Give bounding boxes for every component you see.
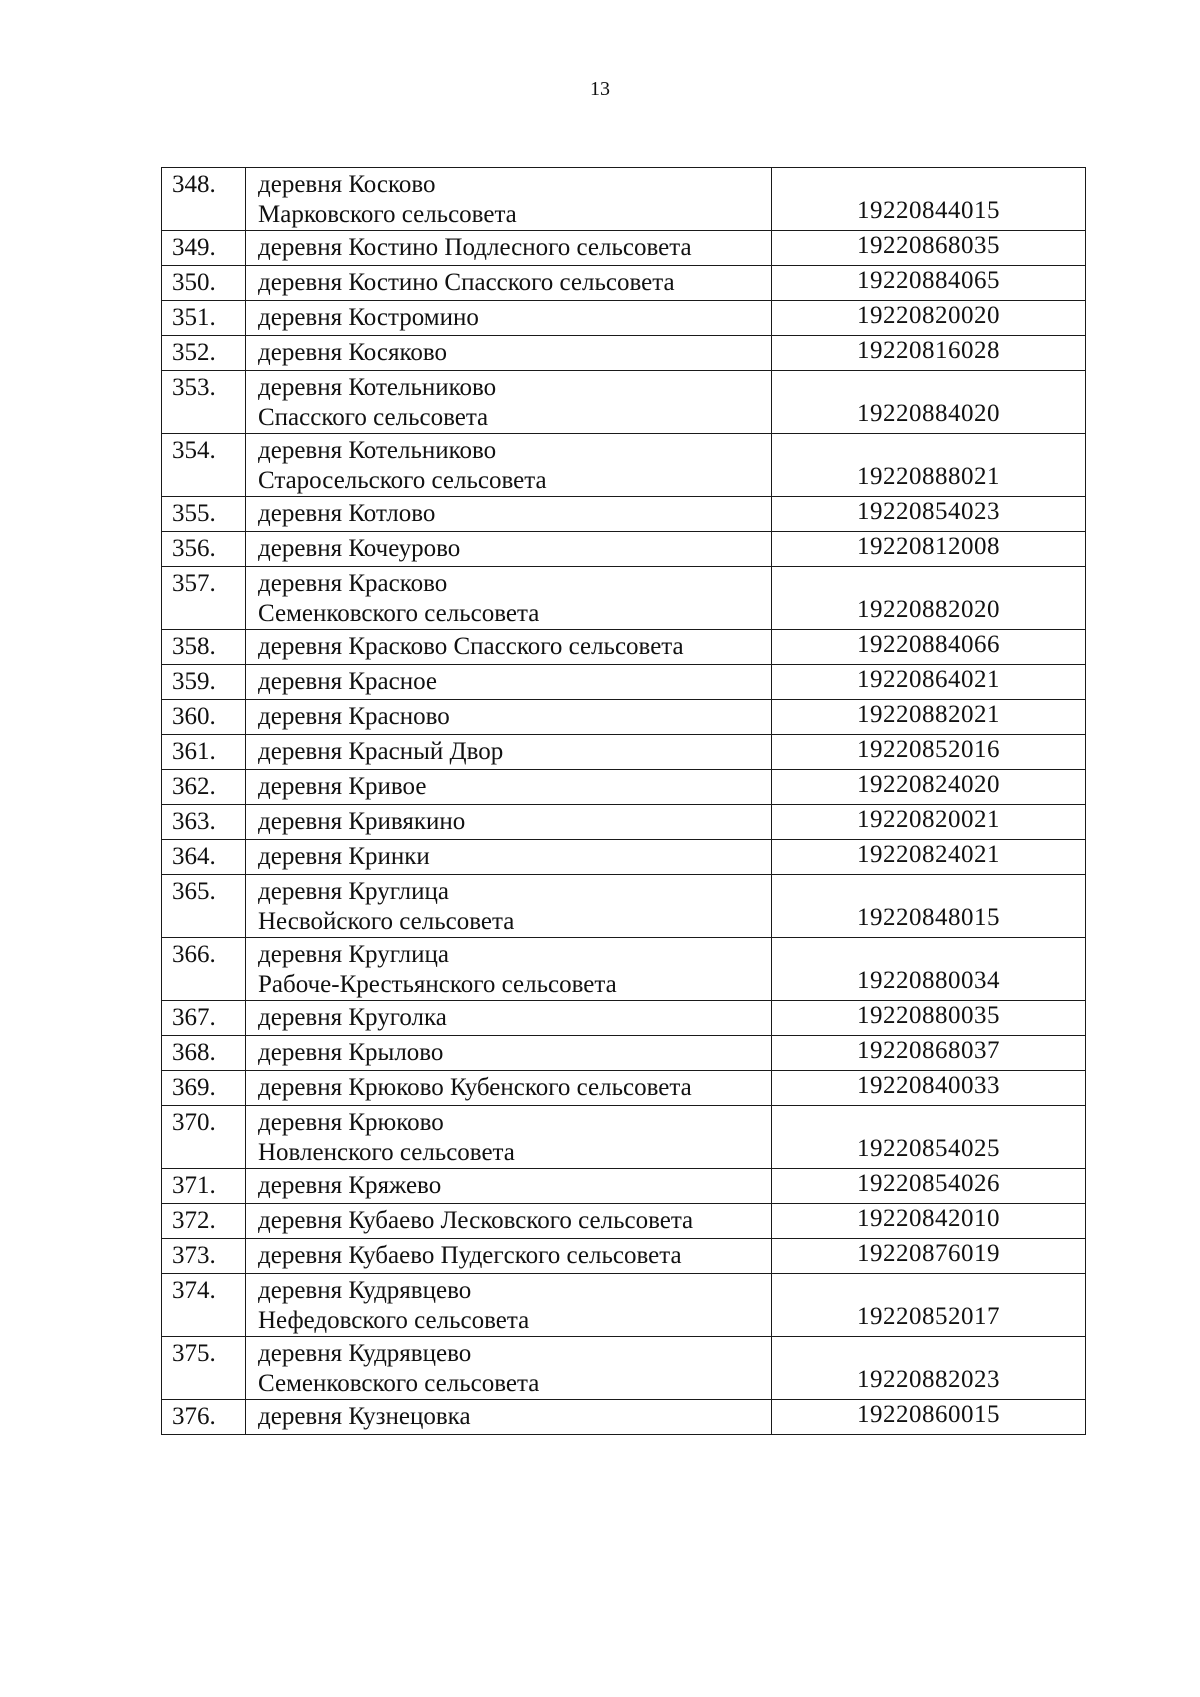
settlement-name-line: деревня Кривое: [258, 773, 427, 800]
row-number: 363.: [162, 805, 246, 840]
settlement-name-line: деревня Кубаево Пудегского сельсовета: [258, 1242, 682, 1269]
settlement-name: [246, 700, 772, 735]
table-row: [162, 1274, 1086, 1337]
settlement-table-body: [162, 168, 1086, 1435]
oktmo-code: 19220868037: [772, 1036, 1086, 1071]
oktmo-code: 19220888021: [772, 434, 1086, 497]
settlement-name: [246, 938, 772, 1001]
table-row: [162, 301, 1086, 336]
row-number: 361.: [162, 735, 246, 770]
row-number: 368.: [162, 1036, 246, 1071]
table-row: [162, 1400, 1086, 1435]
oktmo-code: 19220882023: [772, 1337, 1086, 1400]
settlement-name-line: деревня Косково: [258, 171, 436, 198]
settlement-name: [246, 532, 772, 567]
oktmo-code: 19220848015: [772, 875, 1086, 938]
oktmo-code: 19220852017: [772, 1274, 1086, 1337]
settlement-name-line: Спасского сельсовета: [258, 404, 489, 431]
settlement-name-line: деревня Круголка: [258, 1004, 447, 1031]
settlement-name-line: Новленского сельсовета: [258, 1139, 515, 1166]
table-row: [162, 735, 1086, 770]
table-row: [162, 1204, 1086, 1239]
oktmo-code: 19220854023: [772, 497, 1086, 532]
settlement-name-line: Семенковского сельсовета: [258, 1370, 540, 1397]
table-row: [162, 840, 1086, 875]
settlement-name-line: деревня Костино Спасского сельсовета: [258, 269, 675, 296]
settlement-name: [246, 875, 772, 938]
row-number: 359.: [162, 665, 246, 700]
table-row: [162, 875, 1086, 938]
settlement-name: [246, 1204, 772, 1239]
settlement-name: [246, 301, 772, 336]
oktmo-code: 19220842010: [772, 1204, 1086, 1239]
table-row: [162, 336, 1086, 371]
table-row: [162, 434, 1086, 497]
settlement-name-line: деревня Кринки: [258, 843, 430, 870]
oktmo-code: 19220820020: [772, 301, 1086, 336]
settlement-name-line: деревня Красково: [258, 570, 448, 597]
oktmo-code: 19220820021: [772, 805, 1086, 840]
table-row: [162, 371, 1086, 434]
oktmo-code: 19220884066: [772, 630, 1086, 665]
settlement-name-line: Семенковского сельсовета: [258, 600, 540, 627]
table-row: [162, 1337, 1086, 1400]
settlement-name: [246, 840, 772, 875]
table-row: [162, 630, 1086, 665]
settlement-name: [246, 266, 772, 301]
settlement-name: [246, 1071, 772, 1106]
row-number: 376.: [162, 1400, 246, 1435]
row-number: 358.: [162, 630, 246, 665]
settlement-name: [246, 1106, 772, 1169]
row-number: 351.: [162, 301, 246, 336]
settlement-table: [161, 167, 1086, 1435]
settlement-name-line: деревня Красново: [258, 703, 450, 730]
settlement-name-line: деревня Крылово: [258, 1039, 444, 1066]
settlement-name-line: Марковского сельсовета: [258, 201, 517, 228]
row-number: 350.: [162, 266, 246, 301]
settlement-name-line: деревня Круглица: [258, 941, 450, 968]
settlement-name-line: деревня Круглица: [258, 878, 450, 905]
oktmo-code: 19220816028: [772, 336, 1086, 371]
table-row: [162, 938, 1086, 1001]
settlement-name-line: деревня Косяково: [258, 339, 448, 366]
table-row: [162, 266, 1086, 301]
row-number: 364.: [162, 840, 246, 875]
settlement-name-line: Несвойского сельсовета: [258, 908, 515, 935]
settlement-name-line: деревня Красково Спасского сельсовета: [258, 633, 684, 660]
oktmo-code: 19220854026: [772, 1169, 1086, 1204]
settlement-name: [246, 231, 772, 266]
settlement-name: [246, 567, 772, 630]
oktmo-code: 19220882020: [772, 567, 1086, 630]
table-row: [162, 1001, 1086, 1036]
settlement-name-line: деревня Кудрявцево: [258, 1340, 472, 1367]
table-row: [162, 700, 1086, 735]
oktmo-code: 19220840033: [772, 1071, 1086, 1106]
settlement-name: [246, 1239, 772, 1274]
settlement-name: [246, 1169, 772, 1204]
row-number: 365.: [162, 875, 246, 938]
table-row: [162, 1106, 1086, 1169]
settlement-name-line: деревня Кочеурово: [258, 535, 461, 562]
table-row: [162, 497, 1086, 532]
row-number: 367.: [162, 1001, 246, 1036]
row-number: 372.: [162, 1204, 246, 1239]
oktmo-code: 19220854025: [772, 1106, 1086, 1169]
table-row: [162, 665, 1086, 700]
settlement-name-line: Нефедовского сельсовета: [258, 1307, 530, 1334]
oktmo-code: 19220880035: [772, 1001, 1086, 1036]
row-number: 371.: [162, 1169, 246, 1204]
settlement-name-line: Старосельского сельсовета: [258, 467, 547, 494]
row-number: 369.: [162, 1071, 246, 1106]
table-row: [162, 231, 1086, 266]
row-number: 357.: [162, 567, 246, 630]
row-number: 373.: [162, 1239, 246, 1274]
settlement-name: [246, 770, 772, 805]
row-number: 356.: [162, 532, 246, 567]
settlement-name: [246, 497, 772, 532]
settlement-name: [246, 805, 772, 840]
table-row: [162, 1036, 1086, 1071]
row-number: 366.: [162, 938, 246, 1001]
settlement-name-line: деревня Крюково Кубенского сельсовета: [258, 1074, 692, 1101]
settlement-name-line: деревня Кривякино: [258, 808, 466, 835]
row-number: 354.: [162, 434, 246, 497]
settlement-name: [246, 1036, 772, 1071]
table-row: [162, 805, 1086, 840]
oktmo-code: 19220884020: [772, 371, 1086, 434]
settlement-name-line: деревня Кудрявцево: [258, 1277, 472, 1304]
settlement-name: [246, 168, 772, 231]
settlement-name-line: деревня Крюково: [258, 1109, 444, 1136]
settlement-name-line: деревня Котельниково: [258, 437, 497, 464]
settlement-name-line: деревня Котельниково: [258, 374, 497, 401]
row-number: 353.: [162, 371, 246, 434]
oktmo-code: 19220882021: [772, 700, 1086, 735]
oktmo-code: 19220824020: [772, 770, 1086, 805]
table-row: [162, 1239, 1086, 1274]
row-number: 360.: [162, 700, 246, 735]
settlement-name: [246, 371, 772, 434]
settlement-name: [246, 336, 772, 371]
settlement-name: [246, 1001, 772, 1036]
row-number: 374.: [162, 1274, 246, 1337]
settlement-name: [246, 434, 772, 497]
settlement-name: [246, 630, 772, 665]
settlement-name-line: деревня Кряжево: [258, 1172, 442, 1199]
table-row: [162, 770, 1086, 805]
settlement-name-line: деревня Котлово: [258, 500, 436, 527]
settlement-name: [246, 735, 772, 770]
oktmo-code: 19220876019: [772, 1239, 1086, 1274]
row-number: 370.: [162, 1106, 246, 1169]
table-row: [162, 1169, 1086, 1204]
table-row: [162, 168, 1086, 231]
settlement-name-line: деревня Костромино: [258, 304, 479, 331]
table-row: [162, 567, 1086, 630]
oktmo-code: 19220812008: [772, 532, 1086, 567]
oktmo-code: 19220864021: [772, 665, 1086, 700]
oktmo-code: 19220824021: [772, 840, 1086, 875]
table-row: [162, 1071, 1086, 1106]
oktmo-code: 19220868035: [772, 231, 1086, 266]
settlement-name: [246, 665, 772, 700]
oktmo-code: 19220880034: [772, 938, 1086, 1001]
settlement-name: [246, 1337, 772, 1400]
settlement-name-line: деревня Кузнецовка: [258, 1403, 471, 1430]
settlement-name: [246, 1274, 772, 1337]
settlement-name-line: деревня Красный Двор: [258, 738, 504, 765]
settlement-name-line: деревня Красное: [258, 668, 437, 695]
oktmo-code: 19220844015: [772, 168, 1086, 231]
row-number: 375.: [162, 1337, 246, 1400]
row-number: 355.: [162, 497, 246, 532]
row-number: 352.: [162, 336, 246, 371]
row-number: 348.: [162, 168, 246, 231]
row-number: 362.: [162, 770, 246, 805]
table-row: [162, 532, 1086, 567]
oktmo-code: 19220852016: [772, 735, 1086, 770]
settlement-name-line: деревня Кубаево Лесковского сельсовета: [258, 1207, 694, 1234]
settlement-name-line: деревня Костино Подлесного сельсовета: [258, 234, 692, 261]
row-number: 349.: [162, 231, 246, 266]
oktmo-code: 19220884065: [772, 266, 1086, 301]
settlement-name-line: Рабоче-Крестьянского сельсовета: [258, 971, 617, 998]
page-number: 13: [590, 78, 610, 100]
oktmo-code: 19220860015: [772, 1400, 1086, 1435]
settlement-name: [246, 1400, 772, 1435]
